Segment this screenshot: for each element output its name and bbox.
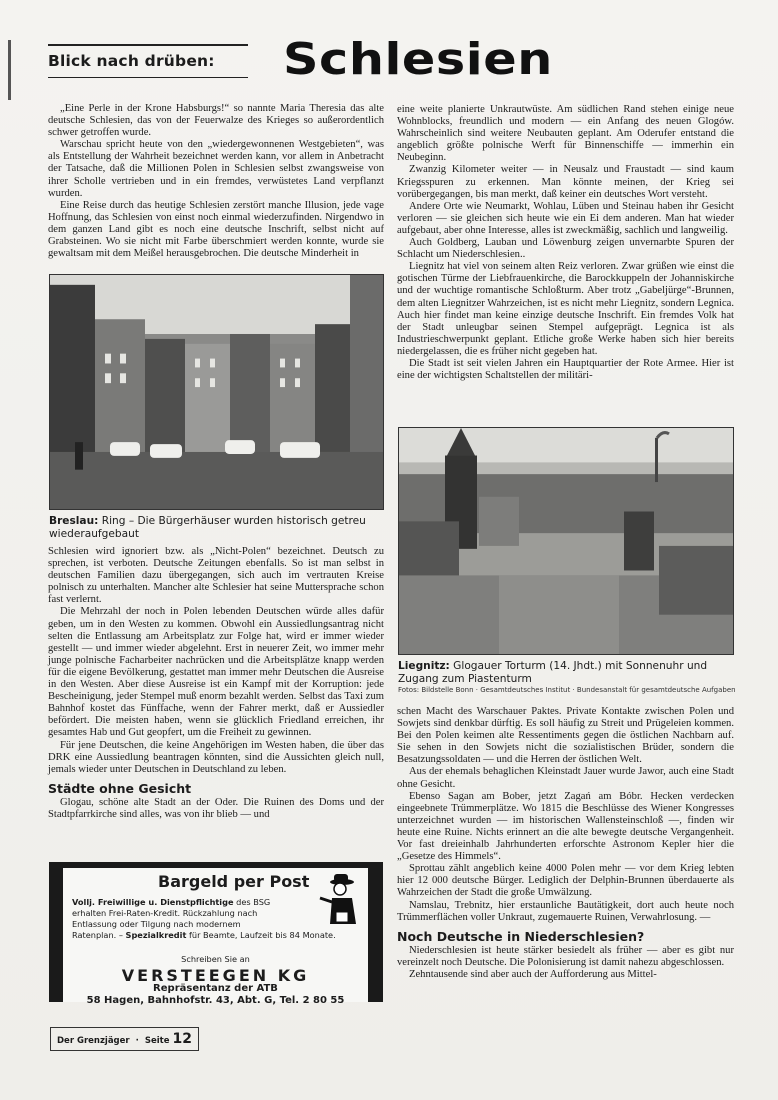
footer-separator: · bbox=[135, 1036, 139, 1046]
photo-breslau-ring bbox=[49, 274, 384, 510]
photo-liegnitz-torturm bbox=[398, 427, 734, 655]
caption-text: Glogauer Torturm (14. Jhdt.) mit Sonnenuhr und Zugang zum Piastenturm bbox=[398, 660, 708, 685]
paragraph: Für jene Deutschen, die keine Angehörigen im Westen haben, die über das DRK eine Aussiedlung beantragen könnten, sind die Aussichten gleich null, jemals wieder unter Deutschen in Deutschland zu leben. bbox=[48, 739, 384, 775]
caption-text: Ring – Die Bürgerhäuser wurden historisch getreu wiederaufgebaut bbox=[49, 515, 366, 540]
ad-representative: Repräsentanz der ATB bbox=[153, 983, 278, 994]
paragraph: Zehntausende sind aber auch der Aufforderung aus Mittel- bbox=[409, 968, 657, 980]
ad-cta: Schreiben Sie an bbox=[181, 954, 250, 964]
breslau-photo-illustration bbox=[50, 275, 383, 509]
paragraph: Schlesien wird ignoriert bzw. als „Nicht-Polen“ bezeichnet. Deutsch zu sprechen, ist verboten. Deutsche Zeitungen ebenfalls. So ist man selbst in deutschen Familien dazu übergegangen, sich auch im vertrauten Kreise polnisch zu unterhalten. Mancher alte Schlesier hat seine Muttersprache schon fast verlernt. bbox=[48, 546, 384, 606]
photo-credits: Fotos: Bildstelle Bonn · Gesamtdeutsches Institut · Bundesanstalt für gesamtdeutsche Aufgaben bbox=[398, 686, 736, 694]
paragraph: eine weite planierte Unkrautwüste. Am südlichen Rand stehen einige neue Wohnblocks, freundlich und modern — ein Anfang des neuen Glogów. Wahrscheinlich sind weitere Neubauten geplant. Am Oderufer entstand die angeblich größte polnische Werft für Binnenschiffe — immerhin ein Neubeginn. bbox=[397, 104, 734, 164]
ad-title: Bargeld per Post bbox=[158, 872, 310, 891]
ad-line2: erhalten Frei-Raten-Kredit. Rückzahlung nach bbox=[72, 908, 258, 918]
ad-line4-rest: für Beamte, Laufzeit bis 84 Monate. bbox=[186, 930, 336, 940]
ad-line4-bold: Spezialkredit bbox=[125, 930, 187, 940]
section-heading-staedte: Städte ohne Gesicht bbox=[48, 780, 192, 796]
paragraph: Eine Reise durch das heutige Schlesien zerstört manche Illusion, jede vage Hoffnung, das Schlesien von einst noch einmal wiederzufinden. Nirgendwo in dem ganzen Land gibt es noch eine deutsche Inschrift, selbst nicht auf Grabsteinen. Wo sie nicht mit Farbe überschmiert werden konnte, wurde sie gewaltsam mit dem Meißel herausgebrochen. Die deutsche Minderheit in bbox=[48, 199, 384, 260]
paragraph: „Eine Perle in der Krone Habsburgs!“ so nannte Maria Theresia das alte deutsche Schlesien, das von der Feuerwalze des Krieges so außerordentlich schwer getroffen wurde. bbox=[48, 103, 384, 139]
kicker-rule-bottom bbox=[48, 77, 248, 79]
paragraph: Namslau, Trebnitz, hier erstaunliche Bautätigkeit, dort auch heute noch Trümmerflächen voller Unkraut, zugemauerte Ruinen, Verwahrlosung. — bbox=[397, 899, 734, 923]
ad-panel bbox=[63, 868, 368, 1006]
right-column-top bbox=[397, 104, 734, 382]
caption-place: Liegnitz: bbox=[398, 660, 450, 672]
ad-company: VERSTEEGEN KG bbox=[121, 966, 310, 985]
page-number: 12 bbox=[172, 1031, 192, 1047]
paragraph: Niederschlesien ist heute stärker besiedelt als früher — aber es gibt nur vereinzelt noch Deutsche. Die Polonisierung ist damit nahezu abgeschlossen. bbox=[397, 944, 734, 968]
section-heading-niederschlesien: Noch Deutsche in Niederschlesien? bbox=[397, 928, 645, 944]
advertisement bbox=[49, 862, 383, 1006]
binding-mark bbox=[8, 40, 11, 100]
paragraph: Liegnitz hat viel von seinem alten Reiz verloren. Zwar grüßen wie einst die gotischen Türme der Liebfrauenkirche, die Barockkuppeln der Johanniskirche und der wuchtige romantische Schloßturm. Aber trotz „Gabeljürge“-Brunnen, dem alten Liegnitzer Wahrzeichen, ist es nicht mehr Liegnitz, sondern Legnica. Auch hier findet man keine einzige deutsche Inschrift. Ein fremdes Volk hat der Stadt unleugbar seinen Stempel aufgeprägt. Legnica ist als Industrieschwerpunkt geplant. Etliche große Werke haben sich hier bereits niedergelassen, die es früher nicht gegeben hat. bbox=[397, 261, 734, 357]
ad-line1-rest: des BSG bbox=[233, 897, 271, 907]
caption-place: Breslau: bbox=[49, 515, 99, 527]
left-column-bottom bbox=[48, 546, 384, 821]
ad-line3: Entlassung oder Tilgung nach modernem bbox=[72, 919, 241, 929]
headline: Schlesien bbox=[283, 34, 553, 85]
caption-liegnitz bbox=[398, 660, 743, 685]
paragraph: Ebenso Sagan am Bober, jetzt Zagań am Bóbr. Hecken verdecken eingeebnete Trümmerplätze. Wo 1815 die Beschlüsse des Wiener Kongresses unterzeichnet wurden — im historischen Wallensteinschloß —, finden wir heute eine Ruine. Nichts erinnert an die alte bewegte deutsche Vergangenheit. Vor fast dreieinhalb Jahrhunderten erforschte Astronom Kepler hier die „Gesetze des Himmels“. bbox=[397, 790, 734, 863]
publication-name: Der Grenzjäger bbox=[57, 1036, 130, 1046]
kicker-block bbox=[48, 44, 248, 78]
kicker: Blick nach drüben: bbox=[48, 51, 215, 70]
paragraph: Warschau spricht heute von den „wiedergewonnenen Westgebieten“, was als Entstellung der Wahrheit bezeichnet werden kann, vor allem in Anbetracht der Tatsache, daß die Millionen Polen in Schlesien selbst zwangsweise von ihrer Scholle vertrieben und in ein fremdes, verwüstetes Land verpflanzt wurden. bbox=[48, 139, 384, 199]
ad-line4-start: Ratenplan. – bbox=[72, 930, 126, 940]
left-column-top bbox=[48, 103, 384, 260]
paragraph: Die Stadt ist seit vielen Jahren ein Hauptquartier der Rote Armee. Hier ist eine der wichtigsten Schaltstellen der militäri- bbox=[397, 357, 734, 382]
page-label: Seite bbox=[144, 1036, 170, 1046]
paragraph: Sprottau zählt angeblich keine 4000 Polen mehr — vor dem Krieg lebten hier 12 000 deutsche Bürger. Lediglich der Delphin-Brunnen überdauerte als Wahrzeichen der Stadt die große Umwälzung. bbox=[397, 863, 734, 899]
paragraph: Die Mehrzahl der noch in Polen lebenden Deutschen würde alles dafür geben, um in den Westen zu kommen. Obwohl ein Aussiedlungsantrag nicht selten die Entlassung am Arbeitsplatz zur Folge hat, wird er immer wieder gestellt — und immer wieder abgelehnt. Erst in neuerer Zeit, wo immer mehr junge polnische Facharbeiter nachrücken und die Arbeitsplätze knapp werden für die eigene Bevölkerung, gestattet man immer mehr Deutschen die Ausreise in den Westen. Aber diese Ausreise ist ein Kampf mit der Korruption: jede Bescheinigung, jeder Stempel muß enorm bezahlt werden. Selbst das Taxi zum Bahnhof kostet das Fünffache, wenn der Fahrer merkt, daß er Aussiedler befördert. Die meisten haben, wenn sie glücklich Friedland erreichen, ihr gesamtes Hab und Gut geopfert, um die Freiheit zu gewinnen. bbox=[48, 606, 384, 739]
ad-address: 58 Hagen, Bahnhofstr. 43, Abt. G, Tel. 2 80 55 bbox=[86, 995, 345, 1006]
paragraph: Zwanzig Kilometer weiter — in Neusalz und Fraustadt — sind kaum Kriegsspuren zu erkennen. Man könnte meinen, der Krieg sei vorübergegangen, bis man merkt, daß keiner ein deutsches Wort versteht. bbox=[397, 164, 734, 200]
paragraph: schen Macht des Warschauer Paktes. Private Kontakte zwischen Polen und Sowjets sind denkbar dürftig. Es soll häufig zu Streit und Prügeleien kommen. Bei den Polen keimen alte Ressentiments gegen die östlichen Nachbarn auf. Sie sehen in den Sowjets nicht die sozialistischen Brüder, sondern die Besatzungssoldaten — und die Herren der östlichen Welt. bbox=[397, 706, 734, 766]
page-footer bbox=[50, 1027, 199, 1051]
paragraph: Glogau, schöne alte Stadt an der Oder. Die Ruinen des Doms und der Stadtpfarrkirche sind alles, was von ihr blieb — und bbox=[48, 796, 384, 820]
caption-breslau bbox=[49, 515, 382, 540]
liegnitz-photo-illustration bbox=[399, 428, 733, 654]
ad-body bbox=[72, 897, 367, 941]
paragraph: Aus der ehemals behaglichen Kleinstadt Jauer wurde Jawor, auch eine Stadt ohne Gesicht. bbox=[397, 766, 734, 790]
ad-line1-bold: Vollj. Freiwillige u. Dienstpflichtige bbox=[72, 897, 234, 907]
paragraph: Andere Orte wie Neumarkt, Wohlau, Lüben und Steinau haben ihr Gesicht verloren — sie gleichen sich heute wie ein Ei dem anderen. Man hat wieder aufgebaut, aber ohne Interesse, alles ist zweckmäßig, sachlich und langweilig. bbox=[397, 200, 734, 236]
right-column-bottom bbox=[397, 706, 734, 981]
paragraph: Auch Goldberg, Lauban und Löwenburg zeigen unvernarbte Spuren der Schlacht um Niederschlesien.. bbox=[397, 237, 734, 261]
